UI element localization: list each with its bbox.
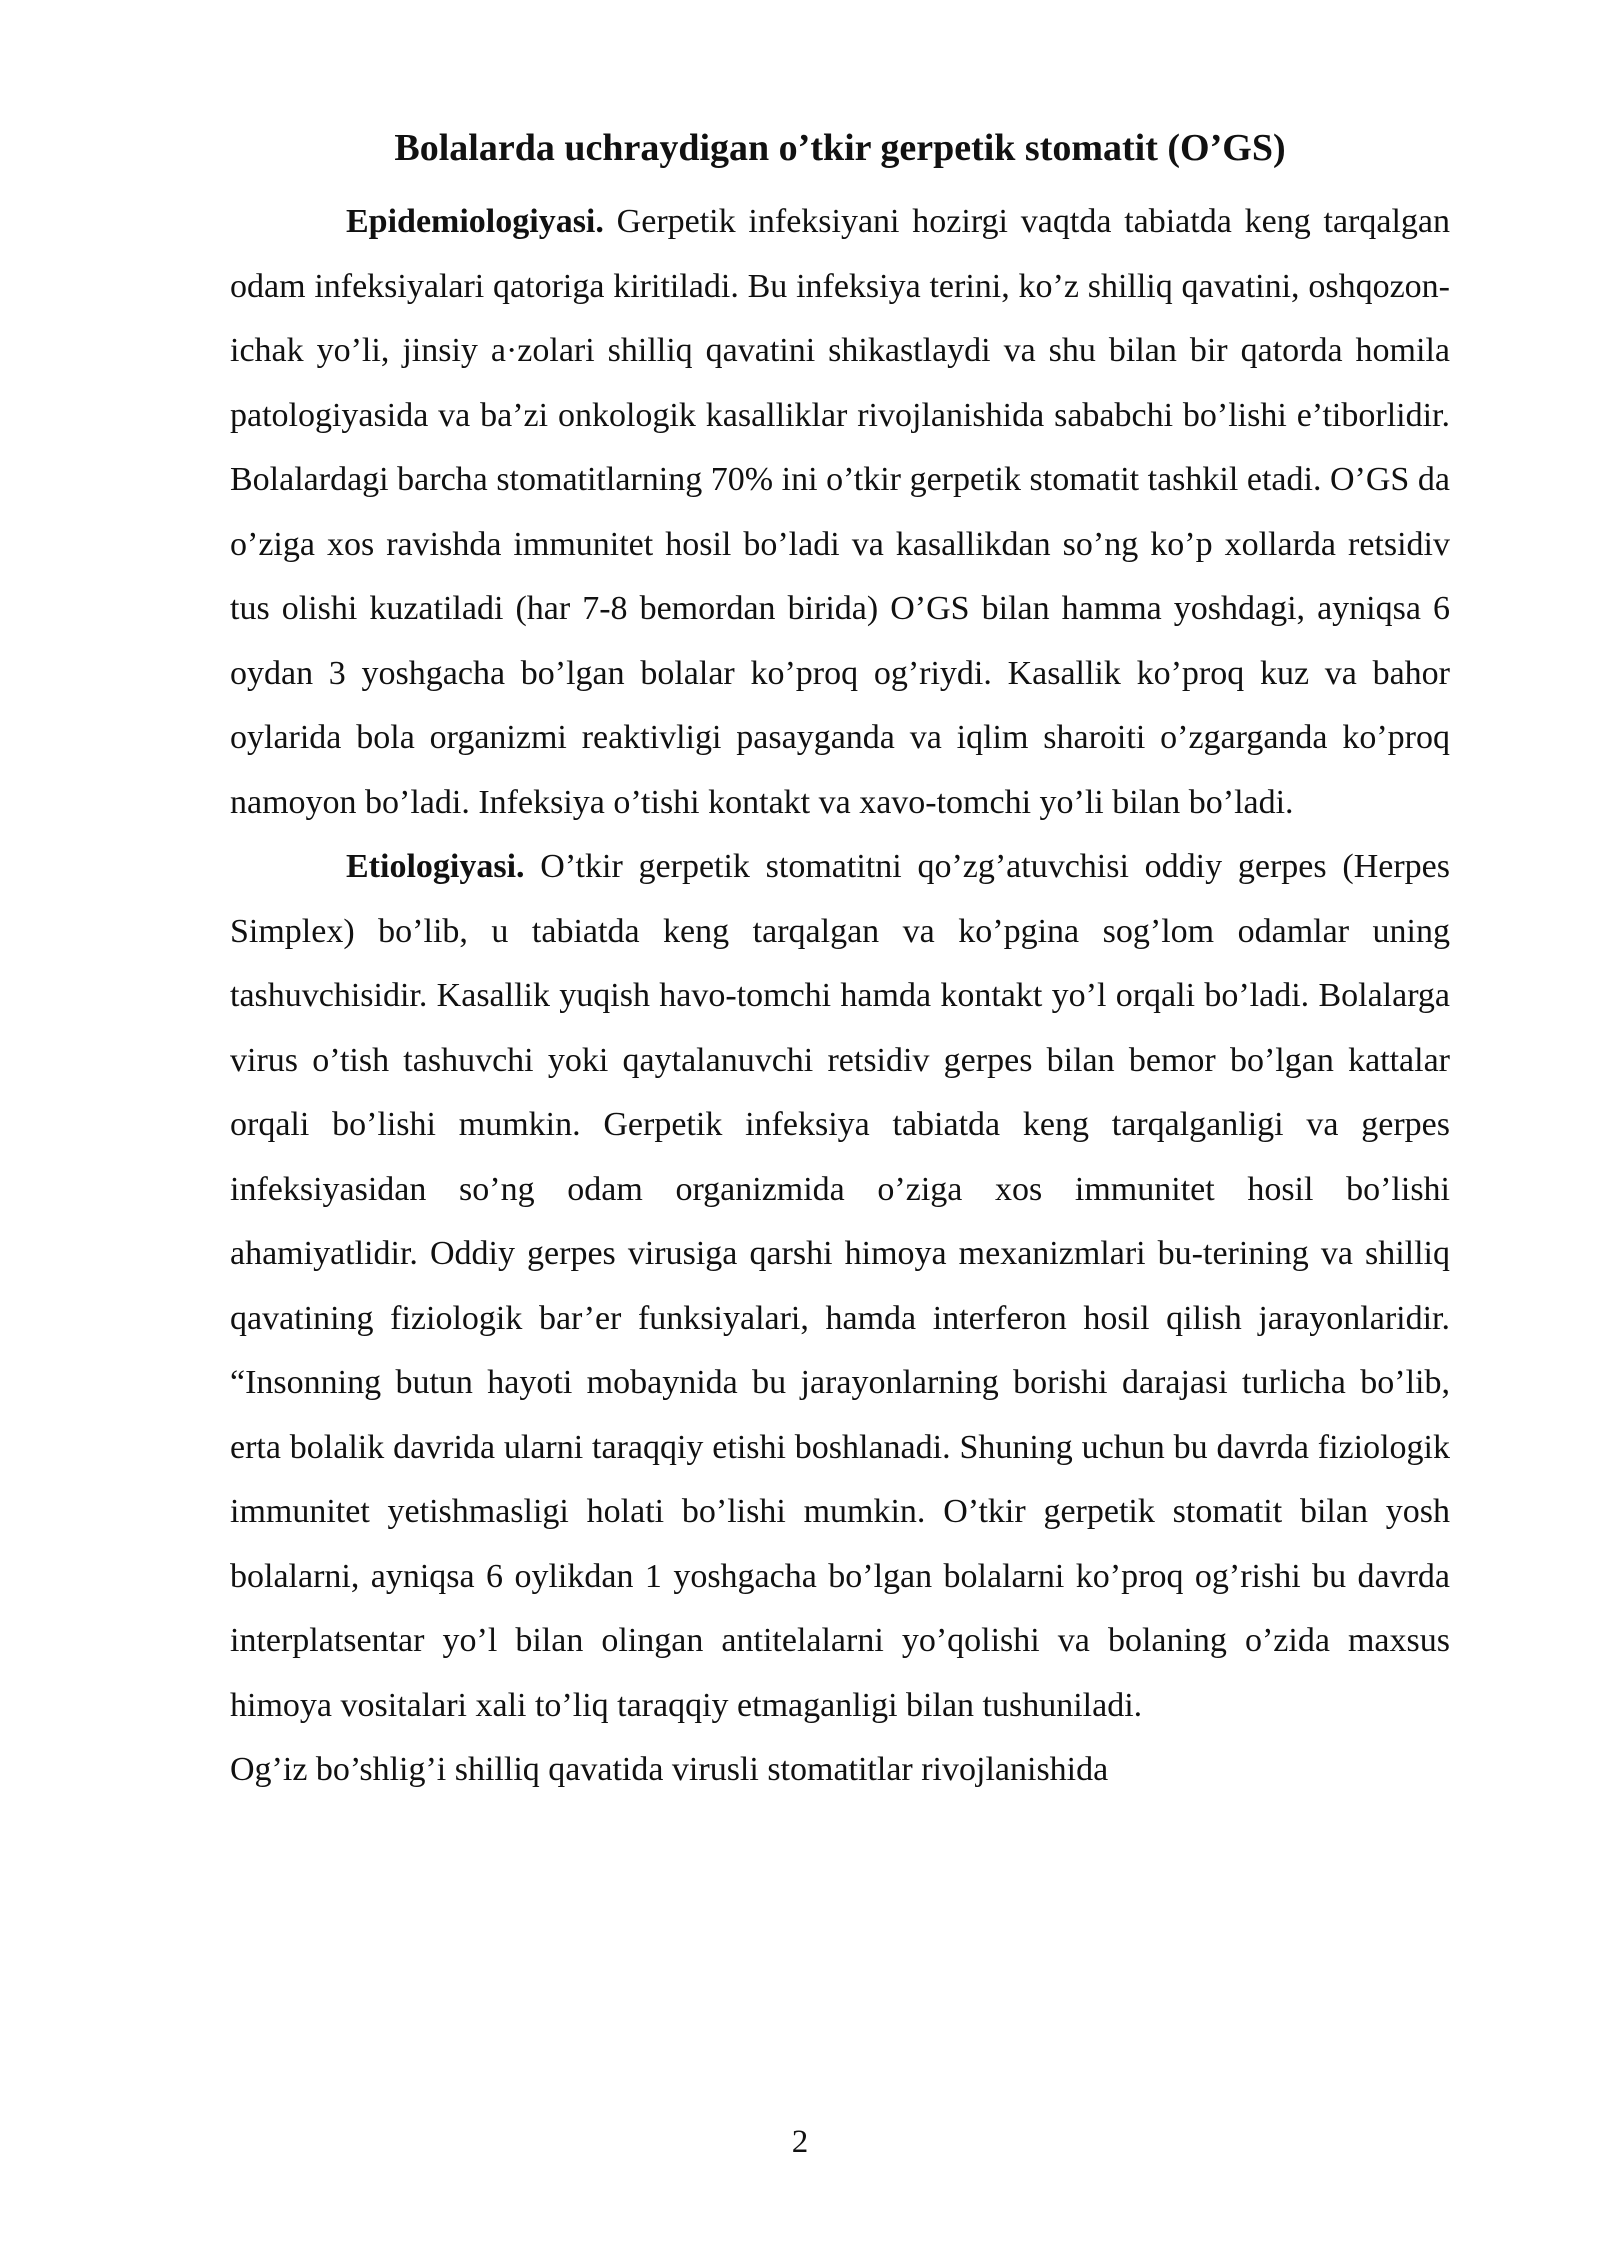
etiology-paragraph: [230, 835, 1450, 1738]
epidemiology-text: Gerpetik infeksiyani hozirgi vaqtda tabiatda keng tarqalgan odam infeksiyalari qatoriga kiritiladi. Bu infeksiya terini, ko’z shilliq qavatini, oshqozon-ichak yo’li, jinsiy a·zolari shilliq qavatini shikastlaydi va shu bilan bir qatorda homila patologiyasida va ba’zi onkologik kasalliklar rivojlanishida sababchi bo’lishi e’tiborlidir. Bolalardagi barcha stomatitlarning 70% ini o’tkir gerpetik stomatit tashkil etadi. O’GS da o’ziga xos ravishda immunitet hosil bo’ladi va kasallikdan so’ng ko’p xollarda retsidiv tus olishi kuzatiladi (har 7-8 bemordan birida) O’GS bilan hamma yoshdagi, ayniqsa 6 oydan 3 yoshgacha bo’lgan bolalar ko’proq og’riydi. Kasallik ko’proq kuz va bahor oylarida bola organizmi reaktivligi pasayganda va iqlim sharoiti o’zgarganda ko’proq namoyon bo’ladi. Infeksiya o’tishi kontakt va xavo-tomchi yo’li bilan bo’ladi.: [230, 203, 1450, 821]
continuation-line: Og’iz bo’shlig’i shilliq qavatida virusli stomatitlar rivojlanishida: [230, 1751, 1109, 1788]
page-number: 2: [791, 2124, 809, 2160]
document-page: [230, 118, 1450, 1803]
epidemiology-heading: Epidemiologiyasi.: [346, 203, 604, 240]
etiology-text: O’tkir gerpetik stomatitni qo’zg’atuvchisi oddiy gerpes (Herpes Simplex) bo’lib, u tabiatda keng tarqalgan va ko’pgina sog’lom odamlar uning tashuvchisidir. Kasallik yuqish havo-tomchi hamda kontakt yo’l orqali bo’ladi. Bolalarga virus o’tish tashuvchi yoki qaytalanuvchi retsidiv gerpes bilan bemor bo’lgan kattalar orqali bo’lishi mumkin. Gerpetik infeksiya tabiatda keng tarqalganligi va gerpes infeksiyasidan so’ng odam organizmida o’ziga xos immunitet hosil bo’lishi ahamiyatlidir. Oddiy gerpes virusiga qarshi himoya mexanizmlari bu-terining va shilliq qavatining fiziologik bar’er funksiyalari, hamda interferon hosil qilish jarayonlaridir. “Insonning butun hayoti mobaynida bu jarayonlarning borishi darajasi turlicha bo’lib, erta bolalik davrida ularni taraqqiy etishi boshlanadi. Shuning uchun bu davrda fiziologik immunitet yetishmasligi holati bo’lishi mumkin. O’tkir gerpetik stomatit bilan yosh bolalarni, ayniqsa 6 oylikdan 1 yoshgacha bo’lgan bolalarni ko’proq og’rishi bu davrda interplatsentar yo’l bilan olingan antitelalarni yo’qolishi va bolaning o’zida maxsus himoya vositalari xali to’liq taraqqiy etmaganligi bilan tushuniladi.: [230, 848, 1450, 1724]
document-title: Bolalarda uchraydigan o’tkir gerpetik stomatit (O’GS): [394, 127, 1286, 169]
epidemiology-paragraph: [230, 190, 1450, 835]
etiology-heading: Etiologiyasi.: [346, 848, 525, 885]
